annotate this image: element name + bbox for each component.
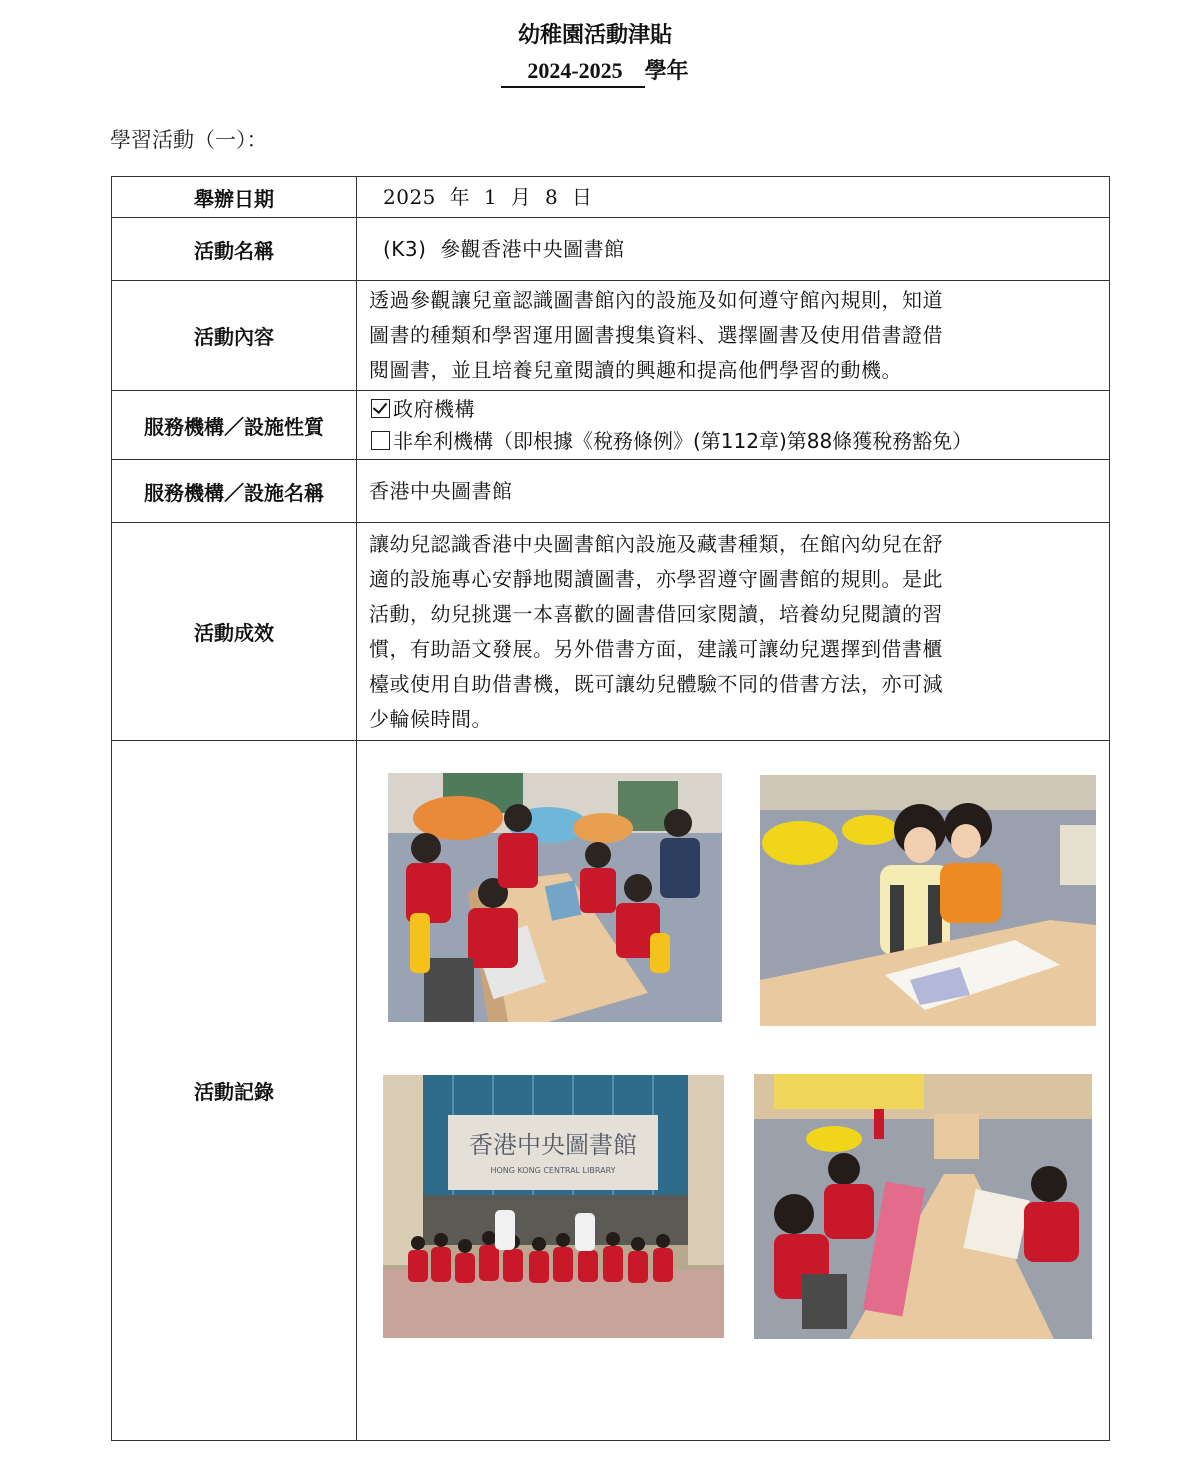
library-sign-english: HONG KONG CENTRAL LIBRARY [490, 1166, 616, 1175]
checked-box-icon[interactable] [371, 399, 390, 418]
academic-year: 2024-2025 [501, 58, 644, 88]
value-org-type [357, 391, 1110, 460]
photo-two-girls-with-book [760, 775, 1096, 1026]
value-org-name: 香港中央圖書館 [357, 460, 1110, 523]
label-org-type: 服務機構／設施性質 [112, 391, 357, 460]
row-activity-name [112, 218, 1110, 281]
org-type-option-government [371, 393, 1093, 425]
label-activity-name: 活動名稱 [112, 218, 357, 281]
outcome-line: 讓幼兒認識香港中央圖書館內設施及藏書種類，在館內幼兒在舒 [369, 531, 943, 556]
option-label: 非牟利機構（即根據《稅務條例》(第112章)第88條獲稅務豁免） [393, 429, 973, 453]
empty-checkbox-icon[interactable] [371, 431, 390, 450]
row-record [112, 741, 1110, 1441]
label-activity-content: 活動內容 [112, 281, 357, 391]
value-activity-content [357, 281, 1110, 391]
row-org-name [112, 460, 1110, 523]
value-activity-name: (K3) 參觀香港中央圖書館 [357, 218, 1110, 281]
document-title: 幼稚園活動津貼 [517, 23, 672, 48]
row-activity-content [112, 281, 1110, 391]
org-type-option-nonprofit [371, 425, 1093, 457]
content-line: 透過參觀讓兒童認識圖書館內的設施及如何遵守館內規則，知道 [369, 288, 943, 312]
value-outcome [357, 523, 1110, 741]
label-org-name: 服務機構／設施名稱 [112, 460, 357, 523]
option-label: 政府機構 [393, 397, 475, 421]
academic-year-suffix: 學年 [644, 59, 689, 84]
academic-year-line [0, 54, 1190, 88]
outcome-line: 少輪候時間。 [369, 706, 492, 731]
photo-library-exterior-group [383, 1075, 724, 1338]
label-date: 舉辦日期 [112, 177, 357, 218]
outcome-line: 活動，幼兒挑選一本喜歡的圖書借回家閱讀，培養幼兒閱讀的習 [369, 601, 943, 626]
outcome-line: 慣，有助語文發展。另外借書方面，建議可讓幼兒選擇到借書櫃 [369, 636, 943, 661]
photo-grid [357, 741, 1110, 1441]
content-line: 閱圖書，並且培養兒童閱讀的興趣和提高他們學習的動機。 [369, 358, 902, 382]
outcome-line: 檯或使用自助借書機，既可讓幼兒體驗不同的借書方法，亦可減 [369, 671, 943, 696]
row-date [112, 177, 1110, 218]
content-line: 圖書的種類和學習運用圖書搜集資料、選擇圖書及使用借書證借 [369, 323, 943, 347]
library-sign-text: 香港中央圖書館 [469, 1131, 637, 1159]
label-outcome: 活動成效 [112, 523, 357, 741]
row-org-type [112, 391, 1110, 460]
value-date: 2025 年 1 月 8 日 [357, 177, 1110, 218]
row-outcome [112, 523, 1110, 741]
section-heading: 學習活動（一）： [110, 128, 268, 152]
label-record: 活動記錄 [112, 741, 357, 1441]
photo-children-with-books [754, 1074, 1092, 1339]
outcome-line: 適的設施專心安靜地閱讀圖書，亦學習遵守圖書館的規則。是此 [369, 566, 943, 591]
photo-children-reading-table [388, 773, 722, 1022]
activity-record-table [111, 176, 1110, 1441]
